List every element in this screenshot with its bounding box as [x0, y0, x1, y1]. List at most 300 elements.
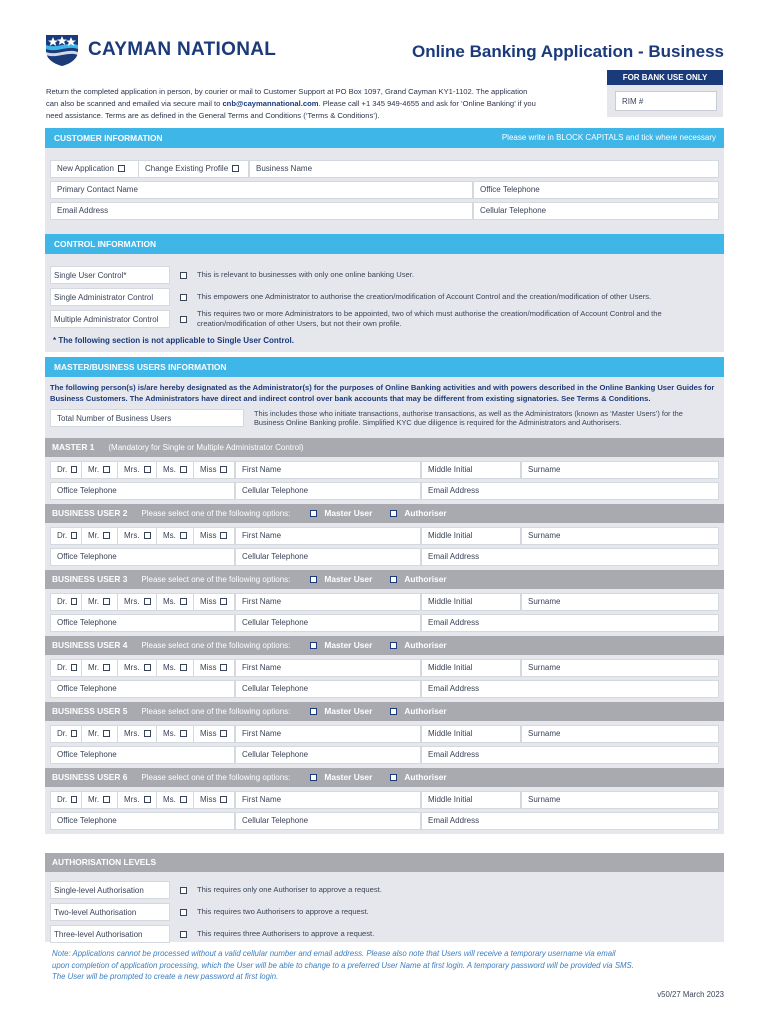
title-dr-label: Dr. [57, 465, 68, 474]
user-title: MASTER 1 [52, 442, 95, 452]
first-name-label: First Name [242, 531, 282, 540]
title-mr-option[interactable] [81, 461, 117, 479]
surname-label: Surname [528, 663, 561, 672]
surname-label: Surname [528, 597, 561, 606]
title-mr-checkbox[interactable] [103, 598, 110, 605]
user-subtitle: Please select one of the following options: [141, 641, 291, 650]
user-office-telephone-field[interactable] [50, 614, 235, 632]
authoriser-option[interactable] [386, 702, 446, 721]
user-email-field[interactable] [421, 548, 719, 566]
title-mr-option[interactable] [81, 527, 117, 545]
auth-options [45, 872, 724, 942]
title-ms-option[interactable] [156, 659, 193, 677]
title-ms-option[interactable] [156, 791, 193, 809]
surname-label: Surname [528, 729, 561, 738]
user-fields [45, 589, 724, 636]
auth-option-three [50, 923, 719, 945]
intro-line-2a: can also be scanned and emailed via secure mail to [46, 99, 223, 108]
user-cellular-telephone-label: Cellular Telephone [242, 750, 309, 759]
title-ms-label: Ms. [163, 729, 176, 738]
user-cellular-telephone-field[interactable] [235, 746, 421, 764]
master-user-label: Master User [324, 574, 373, 584]
authoriser-checkbox[interactable] [390, 510, 397, 517]
master-heading [45, 357, 724, 377]
title-mrs-label: Mrs. [124, 531, 140, 540]
user-fields [45, 523, 724, 570]
user-block [45, 570, 724, 636]
title-dr-checkbox[interactable] [71, 796, 77, 803]
user-cellular-telephone-field[interactable] [235, 614, 421, 632]
control-footnote: * The following section is not applicable to Single User Control. [53, 336, 294, 345]
middle-initial-label: Middle Initial [428, 795, 473, 804]
user-fields [45, 457, 724, 504]
title-miss-label: Miss [200, 531, 217, 540]
first-name-field[interactable] [235, 461, 421, 479]
master-heading-text: MASTER/BUSINESS USERS INFORMATION [54, 362, 227, 372]
title-mrs-label: Mrs. [124, 729, 140, 738]
authoriser-option[interactable] [386, 636, 446, 655]
auth-option-two [50, 901, 719, 923]
total-users-note: This includes those who initiate transactions, authorise transactions, as well as the Administrators (known as ‘Master Users’) for the Business Online Banking profile. Simplified KYC due diligence is required for the Administrators and Authorisers. [254, 408, 683, 427]
title-miss-checkbox[interactable] [220, 796, 227, 803]
users-list [45, 438, 724, 834]
master-user-option[interactable] [306, 504, 372, 523]
user-heading [45, 504, 724, 523]
middle-initial-label: Middle Initial [428, 729, 473, 738]
surname-label: Surname [528, 531, 561, 540]
title-miss-option[interactable] [193, 461, 235, 479]
user-title: BUSINESS USER 5 [52, 706, 128, 716]
title-miss-option[interactable] [193, 725, 235, 743]
user-office-telephone-label: Office Telephone [57, 684, 117, 693]
new-application-option[interactable] [50, 160, 138, 178]
title-mr-checkbox[interactable] [103, 730, 110, 737]
rim-field[interactable]: RIM # [615, 91, 717, 111]
control-option-desc: This empowers one Administrator to authorise the creation/modification of Account Control and the creation/modification of other Users. [197, 292, 652, 301]
first-name-label: First Name [242, 729, 282, 738]
middle-initial-field[interactable] [421, 461, 521, 479]
authoriser-label: Authoriser [404, 640, 447, 650]
title-miss-checkbox[interactable] [220, 466, 227, 473]
title-mrs-option[interactable] [117, 659, 156, 677]
auth-section [45, 853, 724, 942]
user-heading [45, 636, 724, 655]
business-name-label: Business Name [256, 164, 313, 173]
title-ms-checkbox[interactable] [180, 664, 187, 671]
authoriser-option[interactable] [386, 768, 446, 787]
title-dr-option[interactable] [50, 593, 81, 611]
title-mrs-label: Mrs. [124, 663, 140, 672]
user-email-field[interactable] [421, 812, 719, 830]
footer-note [52, 948, 712, 983]
user-title: BUSINESS USER 2 [52, 508, 128, 518]
surname-field[interactable] [521, 461, 719, 479]
user-office-telephone-field[interactable] [50, 746, 235, 764]
user-fields [45, 655, 724, 702]
master-paragraph: The following person(s) is/are hereby designated as the Administrator(s) for the purposes of Online Banking activities and with powers described in the Online Banking User Guides for Business Customers. The Administrators have direct and indirect control over bank accounts that may be different from existing signatories. See Terms & Conditions. [50, 383, 715, 403]
change-profile-option[interactable] [138, 160, 249, 178]
user-cellular-telephone-label: Cellular Telephone [242, 618, 309, 627]
title-mrs-checkbox[interactable] [144, 598, 151, 605]
surname-field[interactable] [521, 593, 719, 611]
auth-option-desc: This requires two Authorisers to approve a request. [197, 907, 369, 916]
bank-use-heading: FOR BANK USE ONLY [607, 70, 723, 85]
footer-note-1: Note: Applications cannot be processed without a valid cellular number and email address. Please also note that Users will receive a temporary username via email [52, 949, 616, 958]
master-intro [45, 377, 724, 438]
page-title: Online Banking Application - Business [411, 42, 724, 61]
authoriser-checkbox[interactable] [390, 774, 397, 781]
title-mr-option[interactable] [81, 593, 117, 611]
cellular-telephone-field[interactable] [473, 202, 719, 220]
total-business-users-field[interactable] [50, 409, 244, 427]
customer-heading-text: CUSTOMER INFORMATION [54, 133, 163, 143]
user-heading [45, 438, 724, 457]
control-option-desc: This is relevant to businesses with only one online banking User. [197, 270, 414, 279]
user-block [45, 504, 724, 570]
master-user-option[interactable] [306, 702, 372, 721]
master-user-label: Master User [324, 508, 373, 518]
title-dr-label: Dr. [57, 795, 68, 804]
intro-line-3: need assistance. Terms are as defined in the General Terms and Conditions (‘Terms & Conditions’). [46, 111, 380, 120]
title-dr-option[interactable] [50, 527, 81, 545]
user-office-telephone-field[interactable] [50, 548, 235, 566]
master-user-checkbox[interactable] [310, 576, 317, 583]
title-miss-option[interactable] [193, 527, 235, 545]
authoriser-label: Authoriser [404, 508, 447, 518]
brand-name: CAYMAN NATIONAL [88, 39, 277, 60]
user-email-label: Email Address [428, 750, 480, 759]
user-office-telephone-label: Office Telephone [57, 816, 117, 825]
title-mrs-checkbox[interactable] [144, 532, 151, 539]
user-office-telephone-field[interactable] [50, 482, 235, 500]
title-ms-label: Ms. [163, 663, 176, 672]
footer-note-2: upon completion of application processing, which the User will be able to change to a preferred User Name at first login. A temporary password will be provided via SMS. [52, 960, 634, 970]
user-cellular-telephone-label: Cellular Telephone [242, 486, 309, 495]
master-user-label: Master User [324, 706, 373, 716]
user-email-label: Email Address [428, 684, 480, 693]
master-user-checkbox[interactable] [310, 510, 317, 517]
block-capitals-note: Please write in BLOCK CAPITALS and tick where necessary [501, 133, 716, 142]
user-heading [45, 702, 724, 721]
title-dr-option[interactable] [50, 659, 81, 677]
user-title: BUSINESS USER 4 [52, 640, 128, 650]
bank-use-box [607, 70, 723, 117]
auth-option-single [50, 879, 719, 901]
intro-email-link[interactable]: cnb@caymannational.com [222, 99, 319, 108]
title-mr-checkbox[interactable] [103, 796, 110, 803]
user-subtitle: Please select one of the following options: [141, 773, 291, 782]
master-section [45, 357, 724, 834]
control-heading [45, 234, 724, 254]
email-label: Email Address [57, 206, 109, 215]
authoriser-checkbox[interactable] [390, 576, 397, 583]
user-email-field[interactable] [421, 680, 719, 698]
brand-logo [44, 33, 276, 67]
authoriser-option[interactable] [386, 570, 446, 589]
auth-option-label: Single-level Authorisation [50, 881, 170, 899]
control-option-single-user [50, 264, 719, 286]
master-user-option[interactable] [306, 768, 372, 787]
authoriser-checkbox[interactable] [390, 708, 397, 715]
title-ms-option[interactable] [156, 725, 193, 743]
user-office-telephone-field[interactable] [50, 812, 235, 830]
control-option-multi-admin [50, 308, 719, 330]
title-mrs-option[interactable] [117, 527, 156, 545]
user-cellular-telephone-field[interactable] [235, 680, 421, 698]
title-mrs-checkbox[interactable] [144, 664, 151, 671]
master-user-label: Master User [324, 640, 373, 650]
title-dr-label: Dr. [57, 663, 68, 672]
title-dr-option[interactable] [50, 725, 81, 743]
title-ms-option[interactable] [156, 461, 193, 479]
title-dr-label: Dr. [57, 729, 68, 738]
middle-initial-field[interactable] [421, 791, 521, 809]
auth-three-checkbox[interactable] [180, 931, 187, 938]
auth-option-label: Three-level Authorisation [50, 925, 170, 943]
title-dr-checkbox[interactable] [71, 598, 77, 605]
title-mr-option[interactable] [81, 791, 117, 809]
authoriser-label: Authoriser [404, 706, 447, 716]
primary-contact-field[interactable] [50, 181, 473, 199]
title-dr-label: Dr. [57, 531, 68, 540]
single-user-checkbox[interactable] [180, 272, 187, 279]
control-option-label: Single User Control* [50, 266, 170, 284]
title-ms-option[interactable] [156, 527, 193, 545]
customer-heading [45, 128, 724, 148]
first-name-label: First Name [242, 465, 282, 474]
control-options [45, 254, 724, 352]
user-heading [45, 768, 724, 787]
primary-contact-label: Primary Contact Name [57, 185, 138, 194]
title-mr-checkbox[interactable] [103, 466, 110, 473]
title-dr-option[interactable] [50, 791, 81, 809]
title-ms-checkbox[interactable] [180, 532, 187, 539]
middle-initial-label: Middle Initial [428, 465, 473, 474]
user-subtitle: Please select one of the following options: [141, 575, 291, 584]
customer-section [45, 128, 724, 248]
title-miss-option[interactable] [193, 593, 235, 611]
title-miss-label: Miss [200, 729, 217, 738]
control-option-desc: This requires two or more Administrators to be appointed, two of which must authorise the creation/modification of Account Control and the creation/modification of other Users, but not their own profile. [197, 309, 662, 328]
user-block [45, 438, 724, 504]
title-dr-checkbox[interactable] [71, 532, 77, 539]
title-miss-label: Miss [200, 597, 217, 606]
auth-single-checkbox[interactable] [180, 887, 187, 894]
title-mrs-checkbox[interactable] [144, 730, 151, 737]
title-mr-label: Mr. [88, 531, 100, 540]
title-ms-checkbox[interactable] [180, 730, 187, 737]
surname-field[interactable] [521, 791, 719, 809]
business-name-field[interactable] [249, 160, 719, 178]
user-office-telephone-label: Office Telephone [57, 750, 117, 759]
cellular-telephone-label: Cellular Telephone [480, 206, 547, 215]
title-mr-option[interactable] [81, 659, 117, 677]
auth-option-desc: This requires three Authorisers to approve a request. [197, 929, 375, 938]
surname-label: Surname [528, 795, 561, 804]
user-email-label: Email Address [428, 486, 480, 495]
title-mr-label: Mr. [88, 795, 100, 804]
surname-field[interactable] [521, 659, 719, 677]
master-user-option[interactable] [306, 570, 372, 589]
auth-option-desc: This requires only one Authoriser to approve a request. [197, 885, 382, 894]
title-miss-option[interactable] [193, 791, 235, 809]
user-cellular-telephone-field[interactable] [235, 812, 421, 830]
user-block [45, 768, 724, 834]
auth-two-checkbox[interactable] [180, 909, 187, 916]
title-dr-checkbox[interactable] [71, 730, 77, 737]
title-miss-label: Miss [200, 795, 217, 804]
title-dr-checkbox[interactable] [71, 664, 77, 671]
title-ms-checkbox[interactable] [180, 466, 187, 473]
user-block [45, 636, 724, 702]
title-mr-checkbox[interactable] [103, 532, 110, 539]
title-miss-label: Miss [200, 465, 217, 474]
auth-heading-text: AUTHORISATION LEVELS [52, 857, 157, 867]
title-ms-checkbox[interactable] [180, 598, 187, 605]
user-title: BUSINESS USER 3 [52, 574, 128, 584]
user-heading [45, 570, 724, 589]
user-cellular-telephone-field[interactable] [235, 482, 421, 500]
control-option-label: Single Administrator Control [50, 288, 170, 306]
surname-label: Surname [528, 465, 561, 474]
master-user-checkbox[interactable] [310, 774, 317, 781]
title-mr-label: Mr. [88, 465, 100, 474]
control-option-single-admin [50, 286, 719, 308]
title-dr-checkbox[interactable] [71, 466, 77, 473]
middle-initial-field[interactable] [421, 725, 521, 743]
authoriser-label: Authoriser [404, 574, 447, 584]
user-email-label: Email Address [428, 618, 480, 627]
auth-heading [45, 853, 724, 872]
title-ms-label: Ms. [163, 465, 176, 474]
title-mr-checkbox[interactable] [103, 664, 110, 671]
user-cellular-telephone-label: Cellular Telephone [242, 552, 309, 561]
first-name-field[interactable] [235, 527, 421, 545]
office-telephone-field[interactable] [473, 181, 719, 199]
title-ms-label: Ms. [163, 531, 176, 540]
master-user-checkbox[interactable] [310, 708, 317, 715]
user-email-label: Email Address [428, 552, 480, 561]
first-name-label: First Name [242, 597, 282, 606]
title-ms-label: Ms. [163, 597, 176, 606]
first-name-field[interactable] [235, 659, 421, 677]
title-miss-checkbox[interactable] [220, 598, 227, 605]
surname-field[interactable] [521, 725, 719, 743]
user-subtitle: Please select one of the following options: [141, 707, 291, 716]
title-mr-label: Mr. [88, 729, 100, 738]
first-name-field[interactable] [235, 725, 421, 743]
user-subtitle: Please select one of the following options: [141, 509, 291, 518]
title-mrs-checkbox[interactable] [144, 466, 151, 473]
total-business-users-label: Total Number of Business Users [57, 413, 172, 423]
master-user-option[interactable] [306, 636, 372, 655]
intro-text [46, 86, 596, 122]
title-mrs-option[interactable] [117, 791, 156, 809]
master-user-label: Master User [324, 772, 373, 782]
change-profile-checkbox[interactable] [232, 165, 239, 172]
authoriser-checkbox[interactable] [390, 642, 397, 649]
middle-initial-field[interactable] [421, 593, 521, 611]
user-office-telephone-label: Office Telephone [57, 618, 117, 627]
middle-initial-label: Middle Initial [428, 663, 473, 672]
user-office-telephone-field[interactable] [50, 680, 235, 698]
title-mrs-option[interactable] [117, 725, 156, 743]
title-ms-option[interactable] [156, 593, 193, 611]
title-miss-checkbox[interactable] [220, 730, 227, 737]
user-office-telephone-label: Office Telephone [57, 552, 117, 561]
customer-fields [45, 148, 724, 248]
intro-line-1: Return the completed application in person, by courier or mail to Customer Support at PO Box 1097, Grand Cayman KY1-1102. The application [46, 87, 528, 96]
user-email-field[interactable] [421, 614, 719, 632]
user-cellular-telephone-field[interactable] [235, 548, 421, 566]
middle-initial-label: Middle Initial [428, 597, 473, 606]
title-mrs-checkbox[interactable] [144, 796, 151, 803]
footer-note-3: The User will be prompted to create a new password at first login. [52, 972, 279, 981]
first-name-label: First Name [242, 795, 282, 804]
master-user-checkbox[interactable] [310, 642, 317, 649]
change-profile-label: Change Existing Profile [145, 164, 229, 173]
user-block [45, 702, 724, 768]
user-email-field[interactable] [421, 746, 719, 764]
title-mr-label: Mr. [88, 597, 100, 606]
first-name-label: First Name [242, 663, 282, 672]
user-cellular-telephone-label: Cellular Telephone [242, 816, 309, 825]
auth-option-label: Two-level Authorisation [50, 903, 170, 921]
single-admin-checkbox[interactable] [180, 294, 187, 301]
title-mrs-option[interactable] [117, 593, 156, 611]
title-miss-checkbox[interactable] [220, 532, 227, 539]
authoriser-option[interactable] [386, 504, 446, 523]
office-telephone-label: Office Telephone [480, 185, 540, 194]
surname-field[interactable] [521, 527, 719, 545]
intro-line-2b: . Please call +1 345 949-4655 and ask for ‘Online Banking’ if you [318, 99, 536, 108]
control-section [45, 234, 724, 352]
title-mr-option[interactable] [81, 725, 117, 743]
title-miss-label: Miss [200, 663, 217, 672]
new-application-checkbox[interactable] [118, 165, 125, 172]
title-dr-label: Dr. [57, 597, 68, 606]
first-name-field[interactable] [235, 791, 421, 809]
title-miss-checkbox[interactable] [220, 664, 227, 671]
user-office-telephone-label: Office Telephone [57, 486, 117, 495]
flag-stars-icon [44, 33, 80, 67]
user-cellular-telephone-label: Cellular Telephone [242, 684, 309, 693]
user-email-field[interactable] [421, 482, 719, 500]
title-mr-label: Mr. [88, 663, 100, 672]
title-ms-checkbox[interactable] [180, 796, 187, 803]
user-fields [45, 721, 724, 768]
first-name-field[interactable] [235, 593, 421, 611]
control-heading-text: CONTROL INFORMATION [54, 239, 157, 249]
title-mrs-option[interactable] [117, 461, 156, 479]
middle-initial-label: Middle Initial [428, 531, 473, 540]
user-subtitle: (Mandatory for Single or Multiple Administrator Control) [108, 443, 304, 452]
authoriser-label: Authoriser [404, 772, 447, 782]
multi-admin-checkbox[interactable] [180, 316, 187, 323]
title-miss-option[interactable] [193, 659, 235, 677]
title-mrs-label: Mrs. [124, 597, 140, 606]
version-label: v50/27 March 2023 [657, 990, 724, 999]
new-application-label: New Application [57, 164, 114, 173]
title-dr-option[interactable] [50, 461, 81, 479]
middle-initial-field[interactable] [421, 527, 521, 545]
user-fields [45, 787, 724, 834]
user-email-label: Email Address [428, 816, 480, 825]
title-mrs-label: Mrs. [124, 795, 140, 804]
middle-initial-field[interactable] [421, 659, 521, 677]
email-field[interactable] [50, 202, 473, 220]
control-option-label: Multiple Administrator Control [50, 310, 170, 328]
